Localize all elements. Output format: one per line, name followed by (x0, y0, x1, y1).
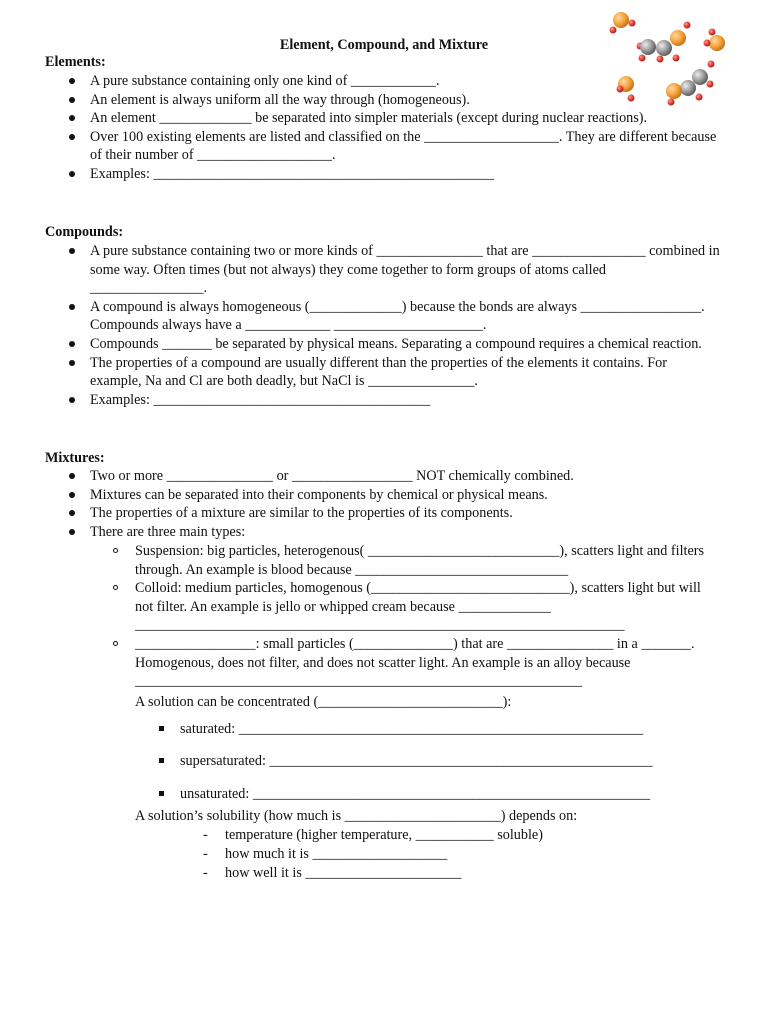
list-item: - how much it is ___________________ (0, 845, 768, 864)
list-item: The properties of a mixture are similar to the properties of its components. (0, 504, 768, 523)
list-item: A compound is always homogeneous (_____________) because the bonds are always _________________. Compounds always have a ____________ _____________________. (0, 298, 768, 335)
list-item: Examples: ________________________________________________ (0, 165, 768, 184)
page-title: Element, Compound, and Mixture (279, 37, 489, 53)
list-item: saturated: _________________________________________________________ (0, 720, 768, 739)
list-item: There are three main types: (0, 523, 768, 542)
list-item: - temperature (higher temperature, ___________ soluble) (0, 826, 768, 845)
solubility-line: A solution’s solubility (how much is ______________________) depends on: (135, 808, 578, 824)
list-item: An element is always uniform all the way through (homogeneous). (0, 91, 768, 110)
mixture-types-list (0, 542, 768, 691)
list-item: - how well it is ______________________ (0, 864, 768, 883)
list-item: The properties of a compound are usually different than the properties of the elements it contains. For example, Na and Cl are both deadly, but NaCl is _______________. (0, 354, 768, 391)
list-item: Compounds _______ be separated by physical means. Separating a compound requires a chemical reaction. (0, 335, 768, 354)
list-item: Two or more _______________ or _________________ NOT chemically combined. (0, 467, 768, 486)
compounds-heading: Compounds: (45, 224, 124, 240)
list-item: Colloid: medium particles, homogenous (____________________________), scatters light but will not filter. An example is jello or whipped cream because _____________ _____________________________________________________________________ (0, 579, 768, 635)
mixtures-list (0, 467, 768, 541)
list-item: Over 100 existing elements are listed and classified on the ___________________. They are different because of their number of ___________________. (0, 128, 768, 165)
list-item: Mixtures can be separated into their components by chemical or physical means. (0, 486, 768, 505)
list-item: _________________: small particles (______________) that are _______________ in a _______. Homogenous, does not filter, and does not scatter light. An example is an alloy because _______________________________________________________________ (0, 635, 768, 691)
elements-list (0, 72, 768, 184)
list-item: supersaturated: ______________________________________________________ (0, 752, 768, 771)
list-item: unsaturated: ________________________________________________________ (0, 785, 768, 804)
list-item: Suspension: big particles, heterogenous( ___________________________), scatters light and filters through. An example is blood because ______________________________ (0, 542, 768, 579)
mixtures-heading: Mixtures: (45, 450, 105, 466)
compounds-list (0, 242, 768, 409)
elements-heading: Elements: (45, 54, 106, 70)
list-item: A pure substance containing two or more kinds of _______________ that are ________________ combined in some way. Often times (but not always) they come together to form groups of atoms called ________________. (0, 242, 768, 298)
list-item: A pure substance containing only one kind of ____________. (0, 72, 768, 91)
concentrated-line: A solution can be concentrated (__________________________): (135, 694, 512, 710)
list-item: An element _____________ be separated into simpler materials (except during nuclear reactions). (0, 109, 768, 128)
list-item: Examples: _______________________________________ (0, 391, 768, 410)
